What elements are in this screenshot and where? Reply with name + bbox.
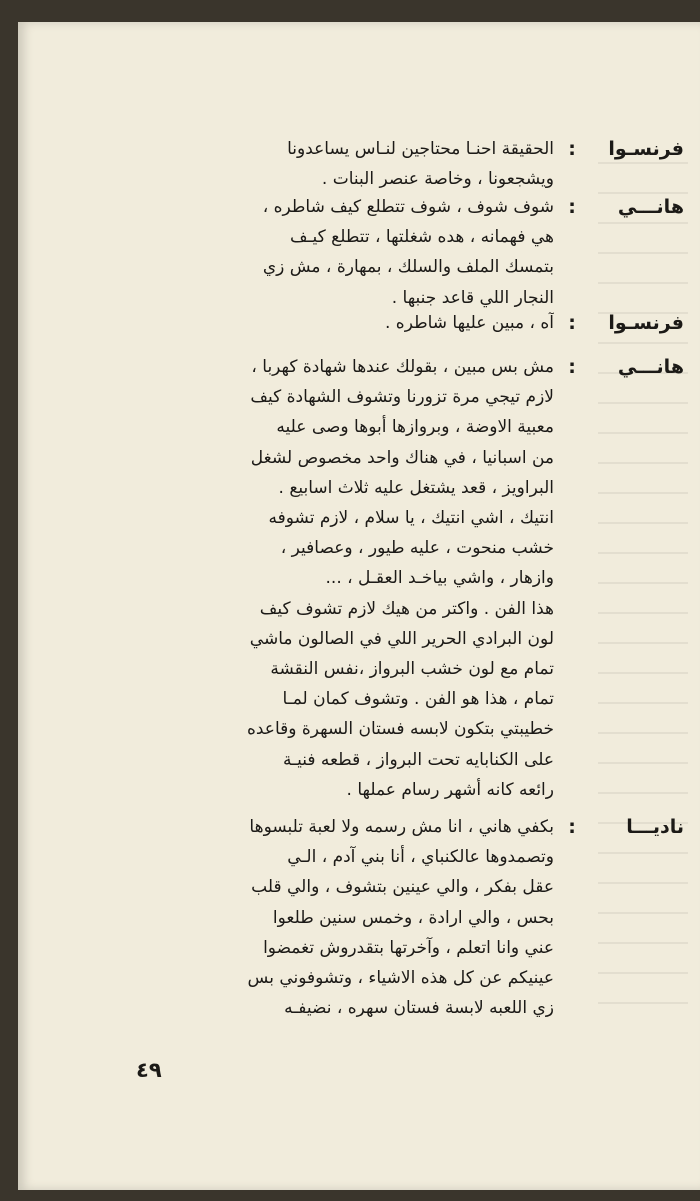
- speech-line: شوف شوف ، شوف تتطلع كيف شاطره ،: [262, 197, 554, 217]
- speaker-name: هانـــي: [617, 196, 684, 218]
- speech-line: ويشجعونا ، وخاصة عنصر البنات .: [321, 169, 554, 190]
- speaker-colon: :: [568, 196, 576, 218]
- speech-line: مش بس مبين ، بقولك عندها شهادة كهربا ،: [251, 357, 554, 377]
- speech-line: عينيكم عن كل هذه الاشياء ، وتشوفوني بس: [247, 968, 554, 989]
- speech-text: [58, 192, 554, 313]
- speech-line: بكفي هاني ، انا مش رسمه ولا لعبة تلبسوها: [249, 817, 554, 837]
- speech-line: من اسبانيا ، في هناك واحد مخصوص لشغل: [250, 447, 554, 468]
- speech-line: خطيبتي بتكون لابسه فستان السهرة وقاعده: [246, 719, 554, 740]
- speech-line: لازم تيجي مرة تزورنا وتشوف الشهادة كيف: [250, 387, 554, 408]
- play-dialogue: [18, 22, 700, 1190]
- speech-line: الحقيقة احنـا محتاجين لنـاس يساعدونا: [287, 139, 554, 159]
- speech-line: على الكنابايه تحت البرواز ، قطعه فنيـة: [282, 749, 554, 770]
- speech-line: انتيك ، اشي انتيك ، يا سلام ، لازم تشوفه: [268, 508, 554, 529]
- speech-line: آه ، مبين عليها شاطره .: [384, 313, 554, 333]
- speech-line: تمام مع لون خشب البرواز ،نفس النقشة: [270, 659, 554, 680]
- speaker-colon: :: [568, 816, 576, 838]
- book-page: [18, 22, 700, 1190]
- speech-line: عني وانا اتعلم ، وآخرتها بتقدروش تغمضوا: [263, 937, 554, 958]
- speech-line: عقل بفكر ، والي عينين بتشوف ، والي قلب: [251, 877, 554, 898]
- speech-line: النجار اللي قاعد جنبها .: [391, 287, 554, 308]
- speaker-name: فرنسـوا: [608, 312, 684, 334]
- speech-text: [58, 812, 554, 1023]
- speaker-name: هانـــي: [617, 356, 684, 378]
- speaker-colon: :: [568, 356, 576, 378]
- speaker-name: ناديـــا: [626, 816, 684, 838]
- page-number: ٤٩: [136, 1058, 162, 1082]
- speech-line: بحس ، والي ارادة ، وخمس سنين طلعوا: [272, 907, 554, 928]
- speech-line: هي فهمانه ، هده شغلتها ، تتطلع كيـف: [289, 227, 554, 248]
- speech-line: هذا الفن . واكتر من هيك لازم تشوف كيف: [259, 598, 554, 619]
- speech-text: [58, 308, 554, 338]
- speech-text: [58, 352, 554, 805]
- speech-line: وازهار ، واشي بياخـد العقـل ، ...: [325, 568, 554, 589]
- speaker-name: فرنسـوا: [608, 138, 684, 160]
- speech-text: [58, 134, 554, 194]
- speech-line: لون البرادي الحرير اللي في الصالون ماشي: [249, 628, 554, 649]
- speaker-colon: :: [568, 138, 576, 160]
- speech-line: خشب منحوت ، عليه طيور ، وعصافير ،: [280, 538, 554, 559]
- speech-line: البراويز ، قعد يشتغل عليه ثلاث اسابيع .: [278, 477, 554, 498]
- speech-line: رائعه كانه أشهر رسام عملها .: [346, 779, 554, 800]
- speech-line: وتصمدوها عالكنباي ، أنا بني آدم ، الـي: [287, 847, 554, 868]
- speech-line: زي اللعبه لابسة فستان سهره ، نضيفـه: [284, 998, 554, 1019]
- speech-line: بتمسك الملف والسلك ، بمهارة ، مش زي: [262, 257, 554, 278]
- speech-line: تمام ، هذا هو الفن . وتشوف كمان لمـا: [282, 689, 554, 710]
- speaker-colon: :: [568, 312, 576, 334]
- speech-line: معبية الاوضة ، وبروازها أبوها وصى عليه: [276, 417, 554, 438]
